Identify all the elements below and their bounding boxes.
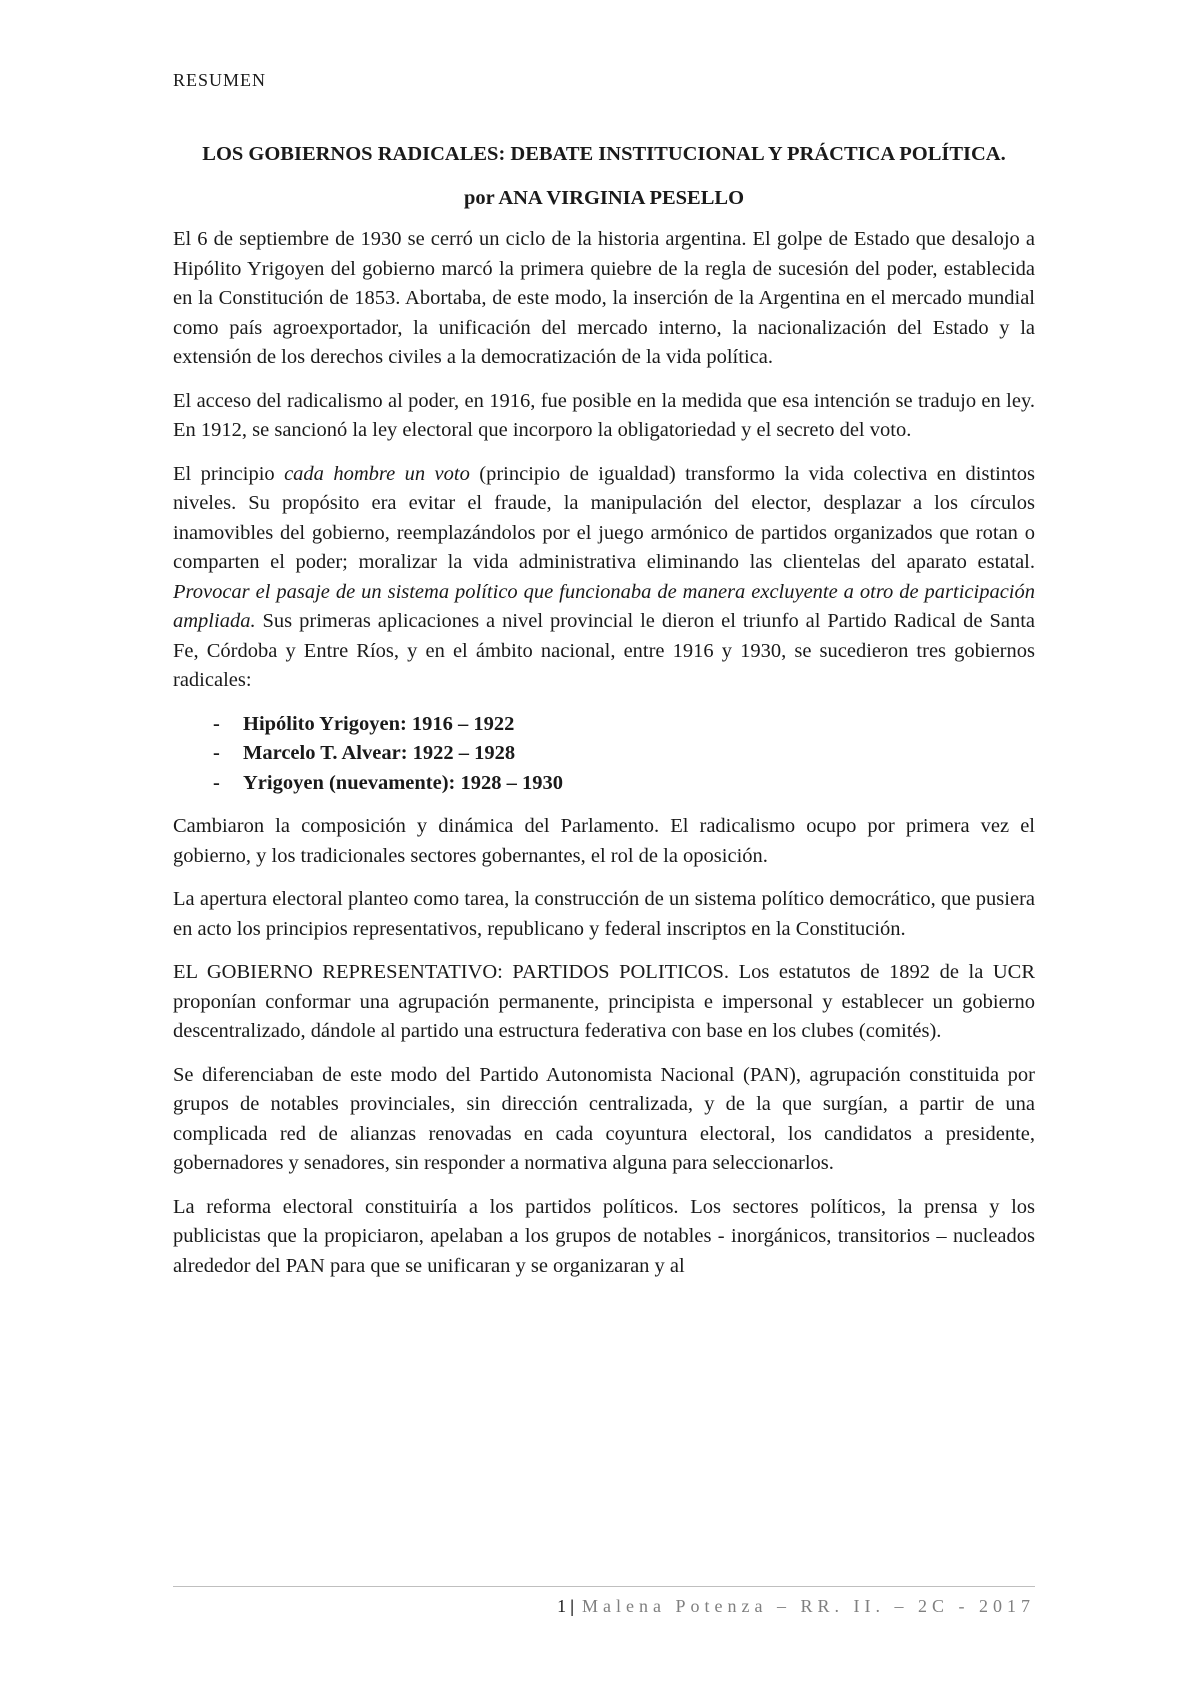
document-body: [173, 140, 1035, 1295]
paragraph-6: EL GOBIERNO REPRESENTATIVO: PARTIDOS POLITICOS. Los estatutos de 1892 de la UCR proponían conformar una agrupación permanente, principista e impersonal y establecer un gobierno descentralizado, dándole al partido una estructura federativa con base en los clubes (comités).: [173, 961, 1035, 1042]
paragraph-8: La reforma electoral constituiría a los partidos políticos. Los sectores políticos, la prensa y los publicistas que la propiciaron, apelaban a los grupos de notables - inorgánicos, transitorios – nucleados alrededor del PAN para que se unificaran y se organizaran y al: [173, 1195, 1035, 1277]
paragraph-3-text-c: Sus primeras aplicaciones a nivel provincial le dieron el triunfo al Partido Radical de Santa Fe, Córdoba y Entre Ríos, y en el ámbito nacional, entre 1916 y 1930, se sucedieron tres gobiernos radicales:: [173, 610, 1035, 691]
paragraph-3-italic-b: Provocar el pasaje de un sistema político que funcionaba de manera excluyente a otro de participación ampliada.: [173, 580, 1035, 632]
list-dash: -: [213, 742, 220, 764]
paragraph-4: Cambiaron la composición y dinámica del Parlamento. El radicalismo ocupo por primera vez el gobierno, y los tradicionales sectores gobernantes, el rol de la oposición.: [173, 815, 1035, 867]
list-item-text: Marcelo T. Alvear: 1922 – 1928: [243, 742, 516, 764]
list-item: [213, 769, 1035, 799]
paragraph-2: El acceso del radicalismo al poder, en 1916, fue posible en la medida que esa intención se tradujo en ley. En 1912, se sancionó la ley electoral que incorporo la obligatoriedad y el secreto del voto.: [173, 389, 1035, 441]
paragraph-3-text-b: (principio de igualdad) transformo la vida colectiva en distintos niveles. Su propósito era evitar el fraude, la manipulación del elector, desplazar a los círculos inamovibles del gobierno, reemplazándolos por el juego armónico de partidos organizados que rotan o comparten el poder; moralizar la vida administrativa eliminando las clientelas del aparato estatal.: [173, 462, 1036, 573]
governments-list: [173, 710, 1035, 799]
paragraph-3: [173, 460, 1035, 696]
document-page: [173, 0, 1035, 1698]
list-item: [213, 710, 1035, 740]
paragraph-1: El 6 de septiembre de 1930 se cerró un ciclo de la historia argentina. El golpe de Estado que desalojo a Hipólito Yrigoyen del gobierno marcó la primera quiebre de la regla de sucesión del poder, establecida en la Constitución de 1853. Abortaba, de este modo, la inserción de la Argentina en el mercado mundial como país agroexportador, la unificación del mercado interno, la nacionalización del Estado y la extensión de los derechos civiles a la democratización de la vida política.: [173, 228, 1035, 368]
page-footer: [557, 1596, 1035, 1617]
list-item-text: Hipólito Yrigoyen: 1916 – 1922: [243, 712, 515, 735]
list-dash: -: [213, 771, 220, 794]
paragraph-7: Se diferenciaban de este modo del Partido Autonomista Nacional (PAN), agrupación constituida por grupos de notables provinciales, sin dirección centralizada, y de la que surgían, a partir de una complicada red de alianzas renovadas en cada coyuntura electoral, los candidatos a presidente, gobernadores y senadores, sin responder a normativa alguna para seleccionarlos.: [173, 1063, 1035, 1174]
document-author: por ANA VIRGINIA PESELLO: [463, 186, 745, 209]
page-number: 1: [557, 1596, 567, 1616]
list-item-text: Yrigoyen (nuevamente): 1928 – 1930: [243, 771, 563, 794]
list-item: [213, 739, 1035, 769]
paragraph-5: La apertura electoral planteo como tarea, la construcción de un sistema político democrático, que pusiera en acto los principios representativos, republicano y federal inscriptos en la Constitución.: [173, 888, 1035, 940]
list-dash: -: [213, 712, 220, 735]
footer-divider: [173, 1586, 1035, 1587]
page-header: RESUMEN: [173, 70, 267, 90]
document-title: LOS GOBIERNOS RADICALES: DEBATE INSTITUCIONAL Y PRÁCTICA POLÍTICA.: [202, 143, 1006, 165]
footer-separator: |: [570, 1596, 575, 1616]
footer-text: Malena Potenza – RR. II. – 2C - 2017: [582, 1596, 1035, 1616]
paragraph-3-text-a: El principio: [173, 462, 285, 485]
paragraph-3-italic-a: cada hombre un voto: [284, 462, 470, 485]
